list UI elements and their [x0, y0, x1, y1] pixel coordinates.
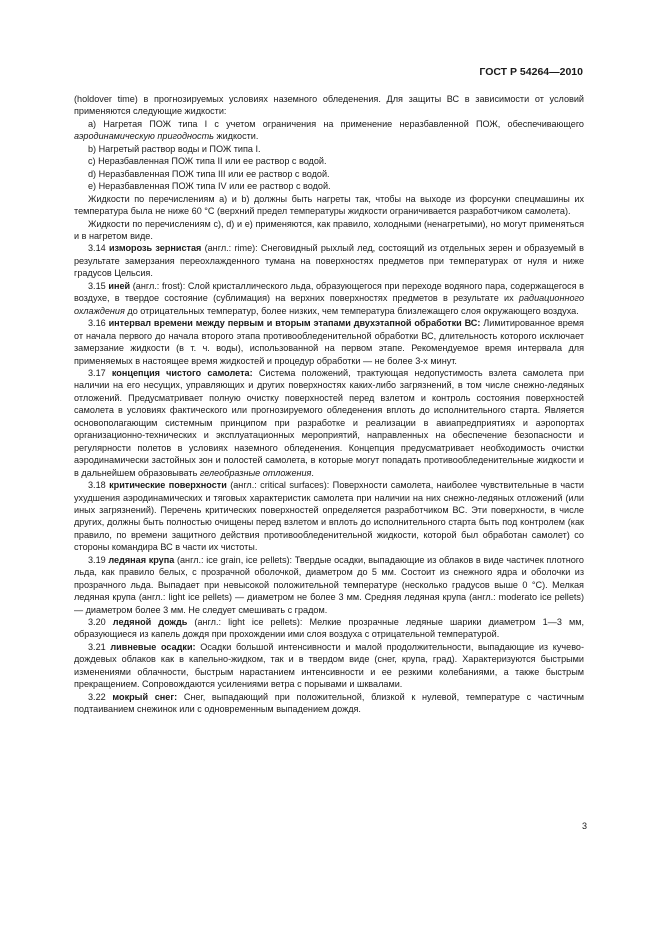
text-run: 3.19: [88, 554, 109, 565]
text-run: .: [311, 467, 314, 478]
text-run: (англ.: rime): Снеговидный рыхлый лед, состоящий из отдельных зерен и образуемый в результате замерзания переохлажденного тумана на поверхностях предметов при температурах от нуля и ниже градусов Цельсия.: [74, 243, 584, 279]
term: ливневые осадки:: [110, 641, 196, 652]
paragraph: [74, 218, 584, 243]
text-run: 3.22: [88, 691, 113, 702]
paragraph: [74, 479, 584, 554]
paragraph: [74, 691, 584, 716]
term: ледяная крупа: [108, 554, 175, 565]
paragraph: [74, 641, 584, 691]
text-run: (holdover time) в прогнозируемых условиях наземного обледенения. Для защиты ВС в зависимости от условий применяются следующие жидкости:: [74, 94, 584, 117]
text-run: 3.15: [88, 280, 109, 291]
text-run: Осадки большой интенсивности и малой продолжительности, выпадающие из кучево-дождевых облаков как в капельно-жидком, так и в твердом виде (снег, крупа, град). Характеризуются быстрыми изменениями облачности, быстрым нарастанием интенсивности и ее резкими колебаниями, а также быстрым прекращением. Сопровождаются усилениями ветра с порывами и шквалами.: [74, 641, 585, 690]
text-run: c) Неразбавленная ПОЖ типа II или ее раствор с водой.: [88, 156, 327, 167]
term: интервал времени между первым и вторым этапами двухэтапной обработки ВС:: [108, 318, 481, 329]
emphasis: аэродинамическую пригодность: [74, 131, 214, 142]
text-run: жидкости.: [213, 131, 259, 142]
paragraph: [74, 143, 584, 155]
text-run: (англ.: ice grain, ice pellets): Твердые осадки, выпадающие из облаков в виде частичек плотного льда, как правило белых, с прозрачной оболочкой, диаметром до 5 мм. Состоит из снежного ядра и оболочки из прозрачного льда. Выпадает при невысокой положительной температуре (несколько градусов выше 0 °С). Мелкая ледяная крупа (англ.: light ice pellets) — диаметром не более 3 мм. Средняя ледяная крупа (англ.: moderato ice pellets) — диаметром более 3 мм. Не следует смешивать с градом.: [74, 554, 584, 615]
text-run: 3.18: [88, 480, 110, 491]
text-run: 3.16: [88, 318, 109, 329]
paragraph: [74, 616, 584, 641]
paragraph: [74, 155, 584, 167]
text-run: Лимитированное время от начала первого до начала второго этапа противообледенительной обработки ВС, длительность которого исключает замерзание жидкости (в т. ч. воды), использованной на первом этапе. Рекомендуемое время интервала для применяемых в настоящее время жидкостей и процедур обработки — не более 3-х минут.: [74, 318, 584, 366]
text-run: Жидкости по перечислениям c), d) и e) применяются, как правило, холодными (ненагретыми), но могут применяться и в нагретом виде.: [74, 218, 584, 241]
text-run: a) Нагретая ПОЖ типа I с учетом ограничения на применение неразбавленной ПОЖ, обеспечивающего: [88, 118, 584, 129]
term: мокрый снег:: [112, 691, 178, 702]
document-body: [74, 93, 584, 716]
paragraph: [74, 280, 584, 317]
page-header-standard: ГОСТ Р 54264—2010: [479, 66, 583, 78]
term: ледяной дождь: [112, 617, 188, 628]
text-run: (англ.: critical surfaces): Поверхности самолета, наиболее чувствительные в части ухудшения аэродинамических и тяговых характеристик самолета при наличии на них снежно-ледяных отложений (или иных загрязнений). Перечень критических поверхностей определяется разработчиком ВС. Эти поверхности, в числе других, должны быть полностью очищены перед взлетом и вплоть до исполнительного старта быть под контролем (как правило, по времени защитного действия противообледенительной жидкости, которой был обработан самолет) со стороны командира ВС в части их чистоты.: [74, 480, 584, 553]
emphasis: радиационного охлаждения: [74, 293, 584, 316]
text-run: d) Неразбавленная ПОЖ типа III или ее раствор с водой.: [88, 168, 330, 179]
page-number: 3: [581, 821, 587, 831]
paragraph: [74, 242, 584, 279]
paragraph: [74, 118, 584, 143]
term: критические поверхности: [109, 480, 227, 491]
text-run: (англ.: frost): Слой кристаллического льда, образующегося при переходе водяного пара, содержащегося в воздухе, в твердое состояние (сублимация) на верхних поверхностях предметов в результате их: [74, 280, 584, 304]
text-run: 3.17: [88, 367, 112, 378]
paragraph: [74, 554, 584, 616]
text-run: e) Неразбавленная ПОЖ типа IV или ее раствор с водой.: [88, 181, 331, 192]
text-run: Жидкости по перечислениям a) и b) должны быть нагреты так, чтобы на выходе из форсунки спецмашины их температура была не ниже 60 °С (верхний предел температуры жидкости ограничивается разработчиком самолета).: [74, 193, 584, 217]
term: иней: [108, 280, 131, 291]
text-run: 3.14: [88, 243, 109, 254]
text-run: 3.20: [88, 617, 113, 628]
paragraph: [74, 317, 584, 367]
text-run: до отрицательных температур, более низких, чем температура близлежащего слоя окружающего воздуха.: [124, 305, 579, 316]
emphasis: гелеобразные отложения: [199, 467, 312, 478]
text-run: (англ.: light ice pellets): Мелкие прозрачные ледяные шарики диаметром 1—3 мм, образующиеся из капель дождя при прохождении ими слоя воздуха с отрицательной температурой.: [74, 617, 584, 640]
text-run: b) Нагретый раствор воды и ПОЖ типа I.: [88, 143, 261, 154]
paragraph: [74, 193, 584, 218]
paragraph: [74, 93, 584, 118]
paragraph: [74, 168, 584, 180]
text-run: 3.21: [88, 641, 111, 652]
paragraph: [74, 180, 584, 192]
term: концепция чистого самолета:: [111, 367, 253, 378]
text-run: Снег, выпадающий при положительной, близкой к нулевой, температуре с частичным подтаиванием снежинок или с одновременным выпадением дождя.: [74, 691, 585, 715]
text-run: Система положений, трактующая недопустимость взлета самолета при наличии на его несущих, управляющих и других поверхностях каких-либо загрязнений, в том числе снежно-ледяных отложений. Предусматривает полную очистку поверхностей перед взлетом и контроль состояния поверхностей самолета в условиях фактического или прогнозируемого обледенения вплоть до исполнительного старта. Является основополагающим системным принципом при разработке и реализации в авиапредприятиях и аэропортах организационно-технических и эксплуатационных мероприятий, направленных на обеспечение безопасности и регулярности полетов в условиях наземного обледенения. Концепция предусматривает необходимость очистки аэродинамически застойных зон и полостей самолета, в которые могут попадать противообледенительные жидкости и в дальнейшем образовывать: [74, 367, 584, 478]
paragraph: [74, 367, 584, 479]
term: изморозь зернистая: [108, 243, 202, 254]
